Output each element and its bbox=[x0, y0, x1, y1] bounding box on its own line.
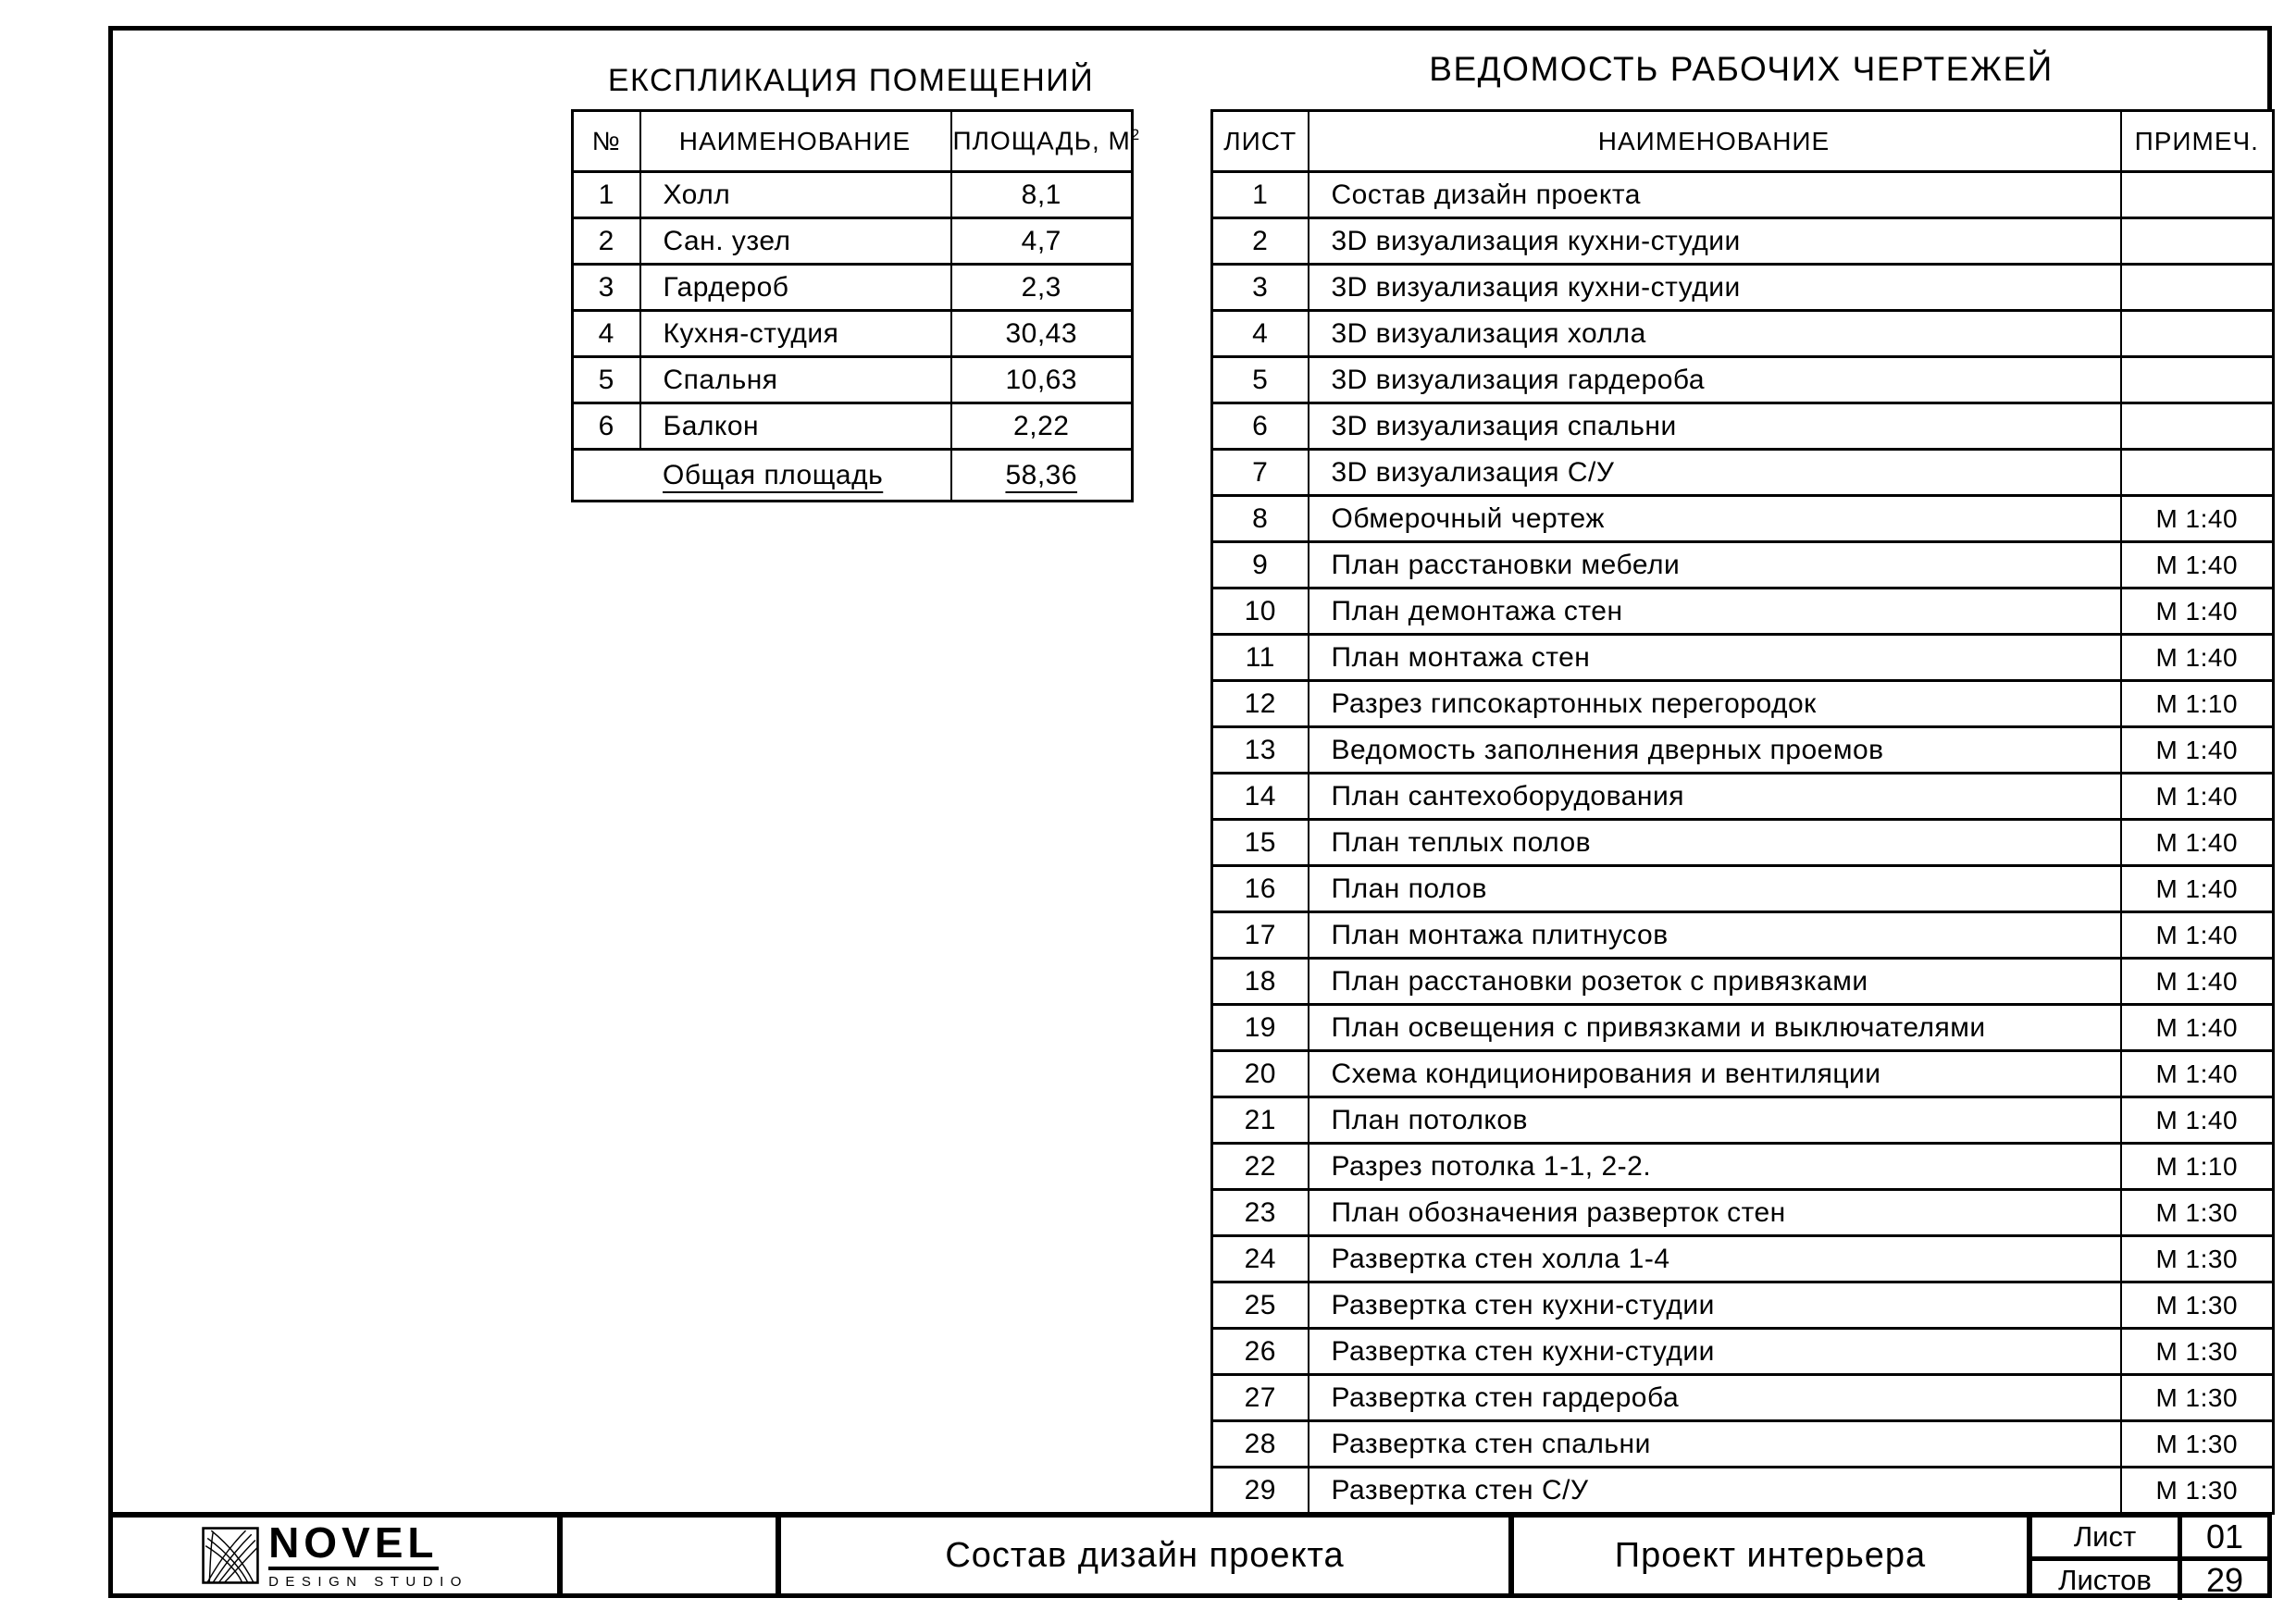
register-row bbox=[1212, 774, 2274, 820]
explication-title: ЕКСПЛИКАЦИЯ ПОМЕЩЕНИЙ bbox=[607, 63, 1095, 98]
drawing-scale-cell: М 1:40 bbox=[2121, 727, 2274, 774]
drawing-register-table bbox=[1210, 109, 2275, 1515]
drawing-scale-cell bbox=[2121, 172, 2274, 218]
drawing-name-cell: 3D визуализация кухни-студии bbox=[1309, 218, 2121, 265]
explication-header-row bbox=[573, 111, 1133, 172]
drawing-scale-cell bbox=[2121, 450, 2274, 496]
drawing-scale-cell: М 1:40 bbox=[2121, 866, 2274, 912]
drawing-name-cell: Развертка стен холла 1-4 bbox=[1309, 1236, 2121, 1282]
register-row bbox=[1212, 218, 2274, 265]
sheet-number-cell: 19 bbox=[1212, 1005, 1309, 1051]
drawing-scale-cell: М 1:40 bbox=[2121, 1097, 2274, 1144]
sheet-number-cell: 4 bbox=[1212, 311, 1309, 357]
novel-logo-icon bbox=[202, 1527, 259, 1584]
register-row bbox=[1212, 1421, 2274, 1468]
sheet-label: Лист bbox=[2073, 1520, 2137, 1553]
col-header-sheet: ЛИСТ bbox=[1212, 111, 1309, 172]
sheet-number-cell: 7 bbox=[1212, 450, 1309, 496]
sheet-number-cell: 14 bbox=[1212, 774, 1309, 820]
drawing-name-cell: План расстановки розеток с привязками bbox=[1309, 959, 2121, 1005]
drawing-name-cell: План теплых полов bbox=[1309, 820, 2121, 866]
area-unit-label: ПЛОЩАДЬ, М bbox=[952, 126, 1131, 155]
room-area: 4,7 bbox=[951, 218, 1133, 265]
register-row bbox=[1212, 311, 2274, 357]
sheet-number-cell: 5 bbox=[1212, 357, 1309, 403]
register-row bbox=[1212, 403, 2274, 450]
room-number: 5 bbox=[573, 357, 640, 403]
drawing-name-cell: Разрез потолка 1-1, 2-2. bbox=[1309, 1144, 2121, 1190]
explication-row bbox=[573, 218, 1133, 265]
sheet-number-cell: 8 bbox=[1212, 496, 1309, 542]
room-number: 6 bbox=[573, 403, 640, 450]
drawing-scale-cell: М 1:30 bbox=[2121, 1468, 2274, 1514]
register-row bbox=[1212, 912, 2274, 959]
drawing-scale-cell: М 1:30 bbox=[2121, 1421, 2274, 1468]
logo-cell bbox=[113, 1518, 557, 1593]
sheet-number: 01 bbox=[2178, 1518, 2267, 1556]
sheet-number-cell: 22 bbox=[1212, 1144, 1309, 1190]
sheet-counter-grid bbox=[2027, 1518, 2267, 1599]
room-name: Кухня-студия bbox=[640, 311, 951, 357]
drawing-name-cell: 3D визуализация спальни bbox=[1309, 403, 2121, 450]
explication-table bbox=[571, 109, 1140, 502]
drawing-scale-cell bbox=[2121, 265, 2274, 311]
drawing-name-cell: Развертка стен С/У bbox=[1309, 1468, 2121, 1514]
drawing-name-cell: Развертка стен гардероба bbox=[1309, 1375, 2121, 1421]
explication-row bbox=[573, 403, 1133, 450]
total-area-value: 58,36 bbox=[1005, 459, 1078, 490]
register-header-row bbox=[1212, 111, 2274, 172]
total-area-label: Общая площадь bbox=[663, 459, 884, 490]
drawing-name-cell: План обозначения разверток стен bbox=[1309, 1190, 2121, 1236]
drawing-scale-cell: М 1:40 bbox=[2121, 1051, 2274, 1097]
drawing-name-cell: Схема кондиционирования и вентиляции bbox=[1309, 1051, 2121, 1097]
register-row bbox=[1212, 1375, 2274, 1421]
room-number: 1 bbox=[573, 172, 640, 218]
register-row bbox=[1212, 450, 2274, 496]
register-row bbox=[1212, 1005, 2274, 1051]
register-row bbox=[1212, 635, 2274, 681]
sheet-number-cell: 29 bbox=[1212, 1468, 1309, 1514]
logo-name: NOVEL bbox=[268, 1521, 438, 1570]
register-row bbox=[1212, 265, 2274, 311]
room-name: Балкон bbox=[640, 403, 951, 450]
register-row bbox=[1212, 542, 2274, 588]
drawing-name-cell: План полов bbox=[1309, 866, 2121, 912]
sheet-number-cell: 26 bbox=[1212, 1329, 1309, 1375]
drawing-scale-cell: М 1:10 bbox=[2121, 1144, 2274, 1190]
drawing-name-cell: 3D визуализация гардероба bbox=[1309, 357, 2121, 403]
drawing-name-cell: Ведомость заполнения дверных проемов bbox=[1309, 727, 2121, 774]
drawing-name-cell: 3D визуализация С/У bbox=[1309, 450, 2121, 496]
register-row bbox=[1212, 1190, 2274, 1236]
drawing-name-cell: План демонтажа стен bbox=[1309, 588, 2121, 635]
col-header-note: ПРИМЕЧ. bbox=[2121, 111, 2274, 172]
drawing-scale-cell: М 1:30 bbox=[2121, 1236, 2274, 1282]
drawing-name-cell: Развертка стен кухни-студии bbox=[1309, 1329, 2121, 1375]
col-header-name: НАИМЕНОВАНИЕ bbox=[640, 111, 951, 172]
register-title: ВЕДОМОСТЬ РАБОЧИХ ЧЕРТЕЖЕЙ bbox=[1429, 50, 2054, 88]
register-row bbox=[1212, 681, 2274, 727]
room-number: 3 bbox=[573, 265, 640, 311]
sheet-number-cell: 21 bbox=[1212, 1097, 1309, 1144]
register-row bbox=[1212, 1329, 2274, 1375]
register-row bbox=[1212, 172, 2274, 218]
room-area: 8,1 bbox=[951, 172, 1133, 218]
sheet-number-cell: 25 bbox=[1212, 1282, 1309, 1329]
register-row bbox=[1212, 866, 2274, 912]
room-name: Спальня bbox=[640, 357, 951, 403]
sheet-number-cell: 12 bbox=[1212, 681, 1309, 727]
explication-row bbox=[573, 311, 1133, 357]
register-row bbox=[1212, 1144, 2274, 1190]
sheet-number-cell: 20 bbox=[1212, 1051, 1309, 1097]
sheet-number-cell: 27 bbox=[1212, 1375, 1309, 1421]
register-row bbox=[1212, 496, 2274, 542]
room-number: 2 bbox=[573, 218, 640, 265]
drawing-scale-cell: М 1:40 bbox=[2121, 496, 2274, 542]
explication-row bbox=[573, 265, 1133, 311]
sheet-number-cell: 11 bbox=[1212, 635, 1309, 681]
drawing-name-cell: 3D визуализация холла bbox=[1309, 311, 2121, 357]
sheet-number-cell: 17 bbox=[1212, 912, 1309, 959]
document-title: Состав дизайн проекта bbox=[776, 1518, 1508, 1593]
explication-total-row bbox=[573, 450, 1133, 502]
drawing-scale-cell: М 1:40 bbox=[2121, 820, 2274, 866]
sheet-number-cell: 18 bbox=[1212, 959, 1309, 1005]
drawing-scale-cell: М 1:30 bbox=[2121, 1329, 2274, 1375]
drawing-scale-cell: М 1:30 bbox=[2121, 1190, 2274, 1236]
drawing-name-cell: Обмерочный чертеж bbox=[1309, 496, 2121, 542]
register-row bbox=[1212, 727, 2274, 774]
register-row bbox=[1212, 588, 2274, 635]
drawing-name-cell: План освещения с привязками и выключателями bbox=[1309, 1005, 2121, 1051]
col-header-number: № bbox=[573, 111, 640, 172]
drawing-scale-cell: М 1:40 bbox=[2121, 542, 2274, 588]
room-area: 30,43 bbox=[951, 311, 1133, 357]
sheet-number-cell: 13 bbox=[1212, 727, 1309, 774]
sheet-number-cell: 15 bbox=[1212, 820, 1309, 866]
drawing-scale-cell bbox=[2121, 311, 2274, 357]
drawing-scale-cell: М 1:40 bbox=[2121, 959, 2274, 1005]
room-name: Холл bbox=[640, 172, 951, 218]
drawing-scale-cell: М 1:30 bbox=[2121, 1375, 2274, 1421]
sheet-number-cell: 23 bbox=[1212, 1190, 1309, 1236]
register-row bbox=[1212, 1051, 2274, 1097]
register-row bbox=[1212, 1236, 2274, 1282]
drawing-name-cell: План монтажа стен bbox=[1309, 635, 2121, 681]
drawing-name-cell: Развертка стен кухни-студии bbox=[1309, 1282, 2121, 1329]
area-unit-superscript: 2 bbox=[1130, 126, 1140, 144]
explication-row bbox=[573, 357, 1133, 403]
sheet-number-cell: 24 bbox=[1212, 1236, 1309, 1282]
register-row bbox=[1212, 357, 2274, 403]
sheet-number-cell: 1 bbox=[1212, 172, 1309, 218]
room-name: Гардероб bbox=[640, 265, 951, 311]
logo-subtitle: DESIGN STUDIO bbox=[268, 1574, 468, 1590]
drawing-scale-cell: М 1:40 bbox=[2121, 912, 2274, 959]
drawing-scale-cell: М 1:30 bbox=[2121, 1282, 2274, 1329]
sheets-total-value: 29 bbox=[2178, 1556, 2267, 1600]
drawing-name-cell: Развертка стен спальни bbox=[1309, 1421, 2121, 1468]
sheet-number-cell: 28 bbox=[1212, 1421, 1309, 1468]
room-area: 2,22 bbox=[951, 403, 1133, 450]
room-number: 4 bbox=[573, 311, 640, 357]
col-header-area bbox=[951, 111, 1140, 172]
sheet-number-cell: 3 bbox=[1212, 265, 1309, 311]
total-area-value-cell bbox=[951, 450, 1133, 502]
register-row bbox=[1212, 1468, 2274, 1514]
project-title: Проект интерьера bbox=[1508, 1518, 2027, 1593]
register-row bbox=[1212, 1097, 2274, 1144]
drawing-name-cell: План монтажа плитнусов bbox=[1309, 912, 2121, 959]
drawing-scale-cell: М 1:40 bbox=[2121, 588, 2274, 635]
sheet-number-cell: 9 bbox=[1212, 542, 1309, 588]
register-row bbox=[1212, 820, 2274, 866]
drawing-name-cell: План потолков bbox=[1309, 1097, 2121, 1144]
drawing-scale-cell: М 1:40 bbox=[2121, 635, 2274, 681]
logo-text bbox=[268, 1518, 468, 1590]
drawing-scale-cell bbox=[2121, 218, 2274, 265]
drawing-name-cell: Разрез гипсокартонных перегородок bbox=[1309, 681, 2121, 727]
register-row bbox=[1212, 1282, 2274, 1329]
drawing-name-cell: План расстановки мебели bbox=[1309, 542, 2121, 588]
drawing-scale-cell bbox=[2121, 403, 2274, 450]
sheet-number-cell: 6 bbox=[1212, 403, 1309, 450]
sheets-total-label: Листов bbox=[2032, 1556, 2178, 1600]
sheet-number-cell: 16 bbox=[1212, 866, 1309, 912]
register-row bbox=[1212, 959, 2274, 1005]
drawing-name-cell: Состав дизайн проекта bbox=[1309, 172, 2121, 218]
explication-row bbox=[573, 172, 1133, 218]
col-header-drawing-name: НАИМЕНОВАНИЕ bbox=[1309, 111, 2121, 172]
drawing-scale-cell: М 1:40 bbox=[2121, 1005, 2274, 1051]
room-name: Сан. узел bbox=[640, 218, 951, 265]
drawing-scale-cell bbox=[2121, 357, 2274, 403]
room-area: 2,3 bbox=[951, 265, 1133, 311]
room-area: 10,63 bbox=[951, 357, 1133, 403]
drawing-scale-cell: М 1:40 bbox=[2121, 774, 2274, 820]
title-block-empty-cell bbox=[557, 1518, 776, 1593]
title-block bbox=[113, 1512, 2267, 1599]
drawing-name-cell: 3D визуализация кухни-студии bbox=[1309, 265, 2121, 311]
sheet-number-cell: 2 bbox=[1212, 218, 1309, 265]
drawing-name-cell: План сантехоборудования bbox=[1309, 774, 2121, 820]
total-area-cell bbox=[573, 450, 951, 502]
sheet-number-cell: 10 bbox=[1212, 588, 1309, 635]
drawing-scale-cell: М 1:10 bbox=[2121, 681, 2274, 727]
